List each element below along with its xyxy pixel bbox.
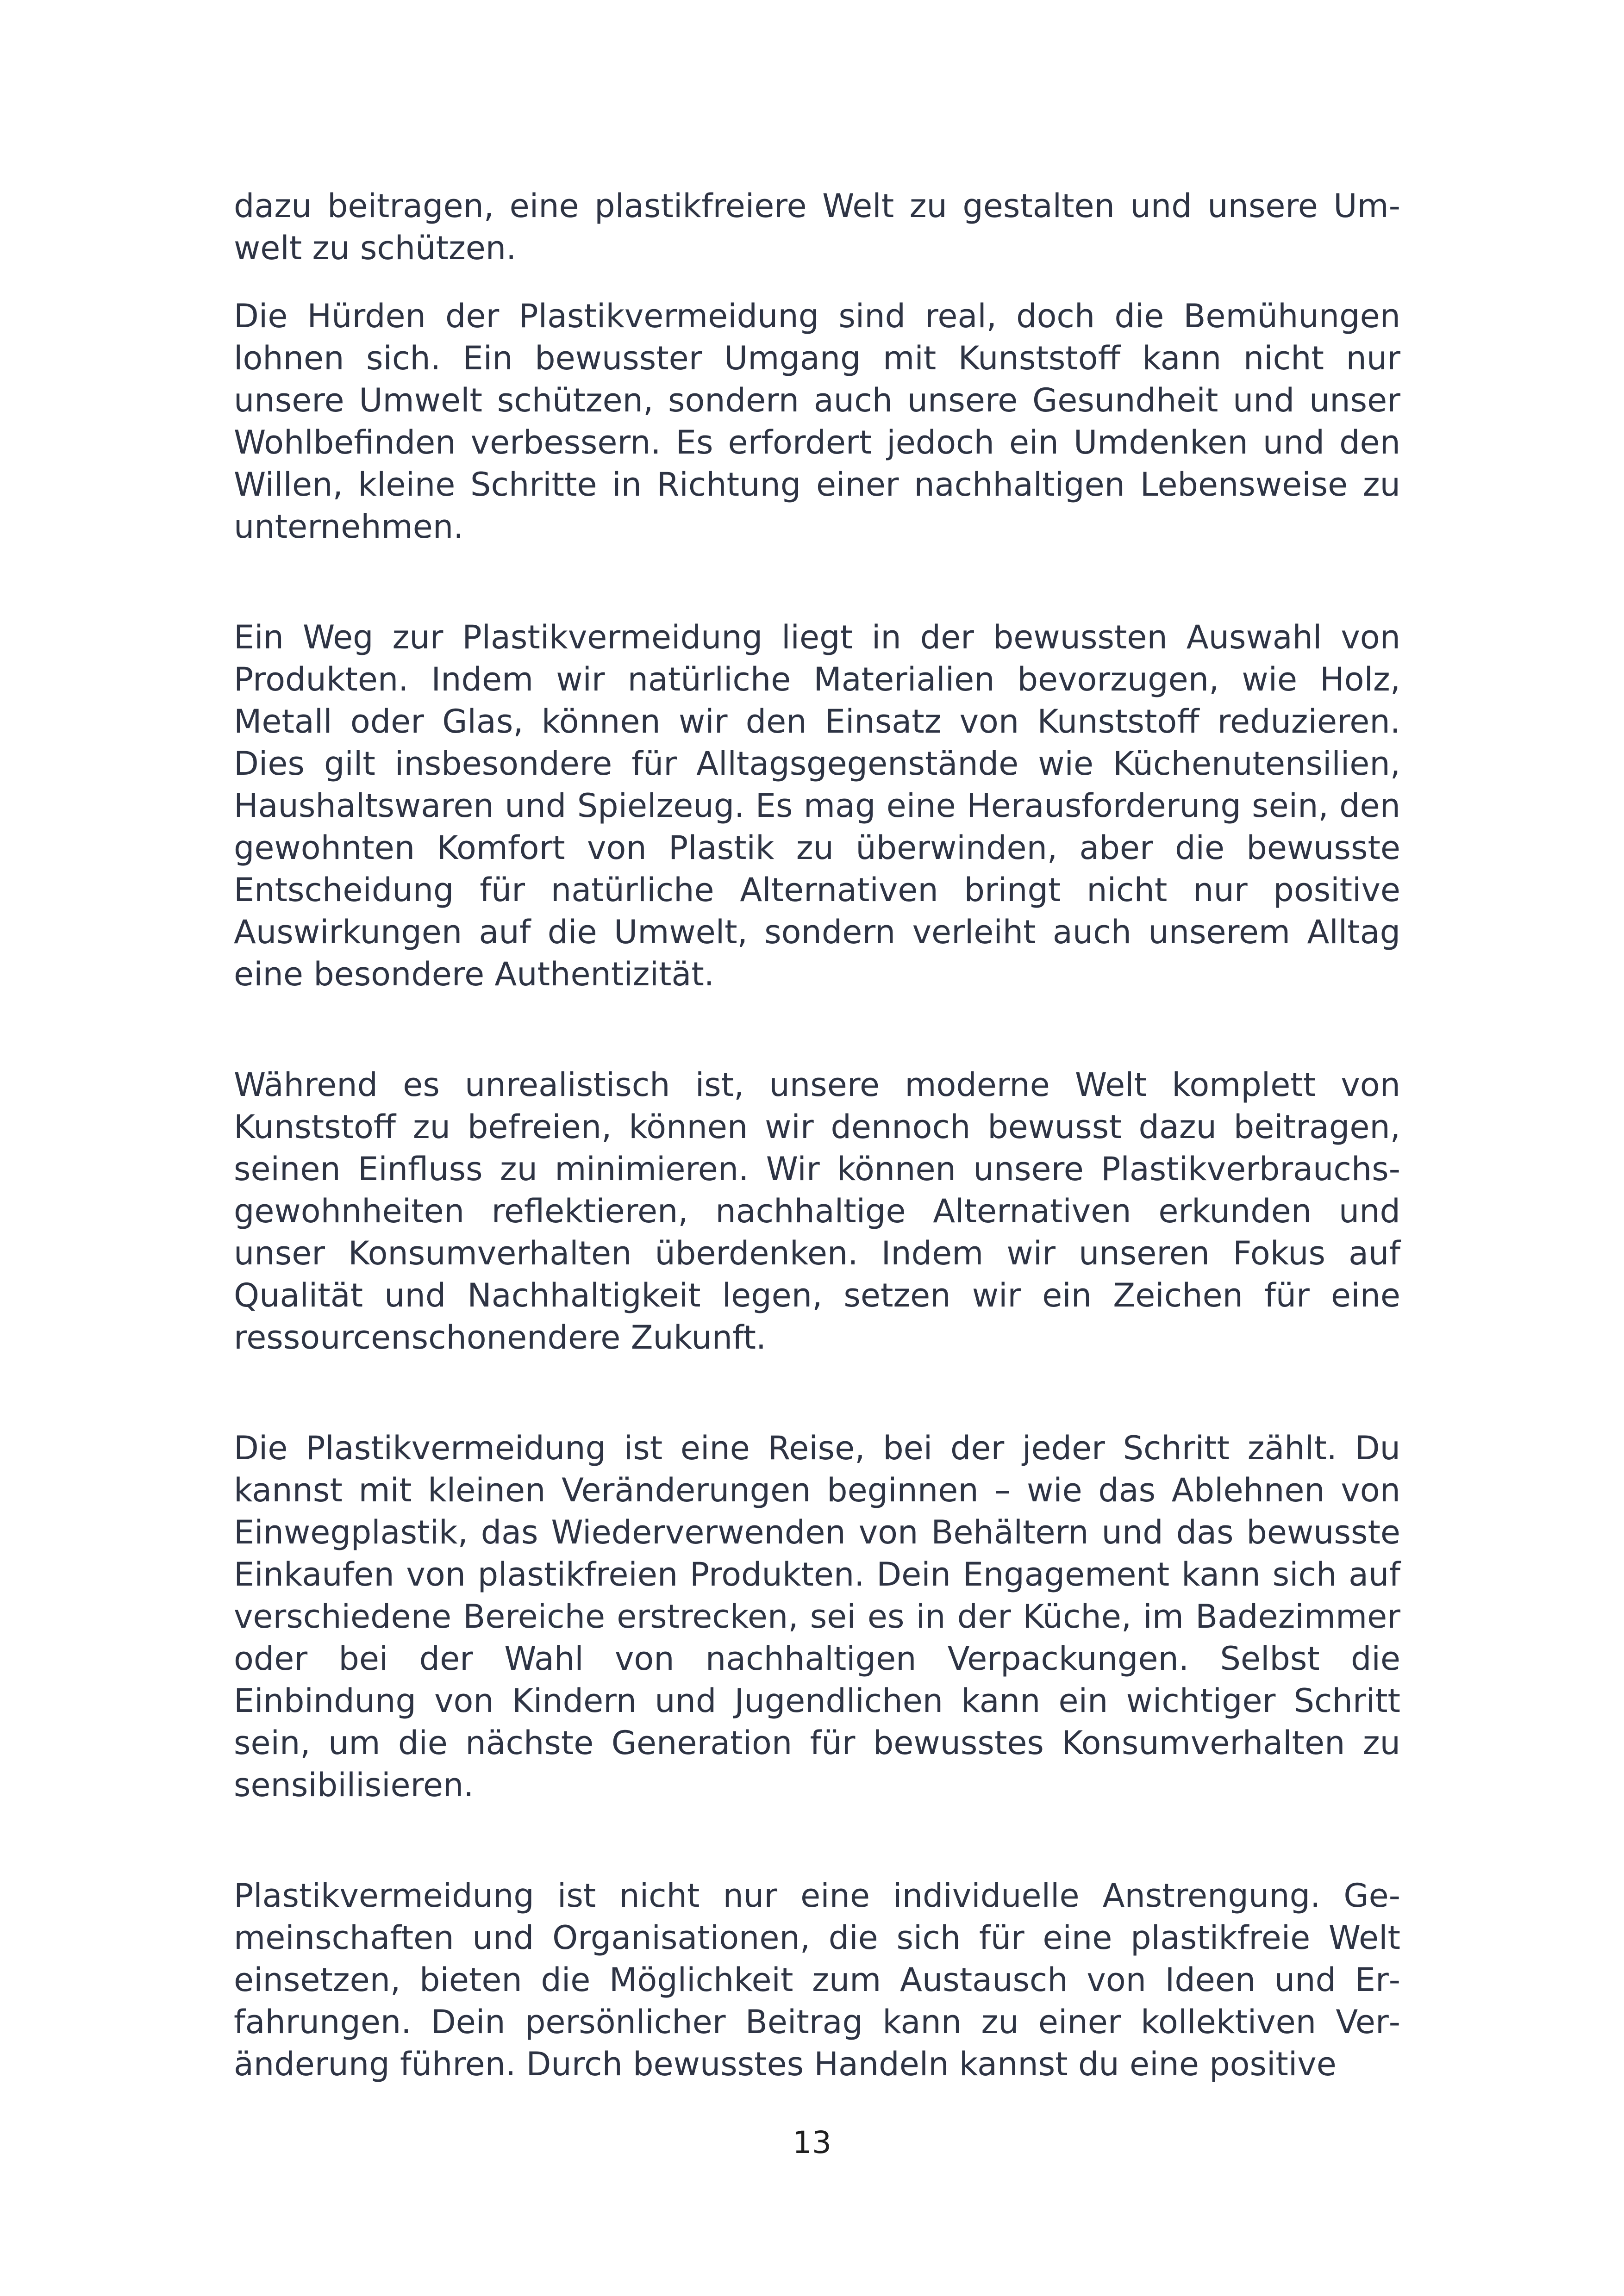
page-number: 13 bbox=[793, 2125, 831, 2160]
paragraph-5: Die Plastikvermeidung ist eine Reise, bei der jeder Schritt zählt. Du kannst mit kleinen Veränderungen beginnen – wie das Ablehnen von Einwegplastik, das Wiederverwenden von Behältern und das bewusste Einkaufen von plastikfreien Produkten. Dein Engagement kann sich auf verschiedene Bereiche erstrecken, sei es in der Küche, im Badezimmer oder bei der Wahl von nachhaltigen Verpackungen. Selbst die Einbindung von Kindern und Jugendlichen kann ein wichtiger Schritt sein, um die nächste Generation für bewusstes Konsumverhalten zu sensibilisieren. bbox=[234, 1429, 1400, 1804]
paragraph-2: Die Hürden der Plastikvermeidung sind real, doch die Bemühungen lohnen sich. Ein bewusster Umgang mit Kunststoff kann nicht nur unsere Umwelt schützen, sondern auch unsere Gesundheit und unser Wohlbefinden verbessern. Es erfordert jedoch ein Umdenken und den Willen, kleine Schritte in Richtung einer nachhaltigen Lebensweise zu unternehmen. bbox=[234, 297, 1400, 546]
paragraph-3: Ein Weg zur Plastikvermeidung liegt in der bewussten Auswahl von Produkten. Indem wir natürliche Materialien bevorzugen, wie Holz, Metall oder Glas, können wir den Einsatz von Kunststoff reduzieren. Dies gilt insbesondere für Alltagsgegenstände wie Küchenutensilien, Haushaltswaren und Spielzeug. Es mag eine Herausforderung sein, den gewohnten Komfort von Plastik zu überwinden, aber die bewusste Entscheidung für natürliche Alternativen bringt nicht nur positive Auswirkungen auf die Umwelt, sondern verleiht auch unserem Alltag eine besondere Authentizität. bbox=[234, 618, 1400, 993]
body-text bbox=[234, 185, 1400, 2085]
paragraph-4: Während es unrealistisch ist, unsere moderne Welt komplett von Kunststoff zu befreien, können wir dennoch bewusst dazu beitragen, seinen Einfluss zu minimieren. Wir können unsere Plastikverbrauchsgewohnheiten reflektieren, nachhaltige Alternativen erkunden und unser Konsumverhalten überdenken. Indem wir unseren Fokus auf Qualität und Nachhaltigkeit legen, setzen wir ein Zeichen für eine ressourcenschonendere Zukunft. bbox=[234, 1066, 1400, 1356]
paragraph-6: Plastikvermeidung ist nicht nur eine individuelle Anstrengung. Gemeinschaften und Organisationen, die sich für eine plastikfreie Welt einsetzen, bieten die Möglichkeit zum Austausch von Ideen und Erfahrungen. Dein persönlicher Beitrag kann zu einer kollektiven Veränderung führen. Durch bewusstes Handeln kannst du eine positive bbox=[234, 1877, 1400, 2083]
paragraph-1: dazu beitragen, eine plastikfreiere Welt zu gestalten und unsere Umwelt zu schützen. bbox=[234, 187, 1400, 267]
